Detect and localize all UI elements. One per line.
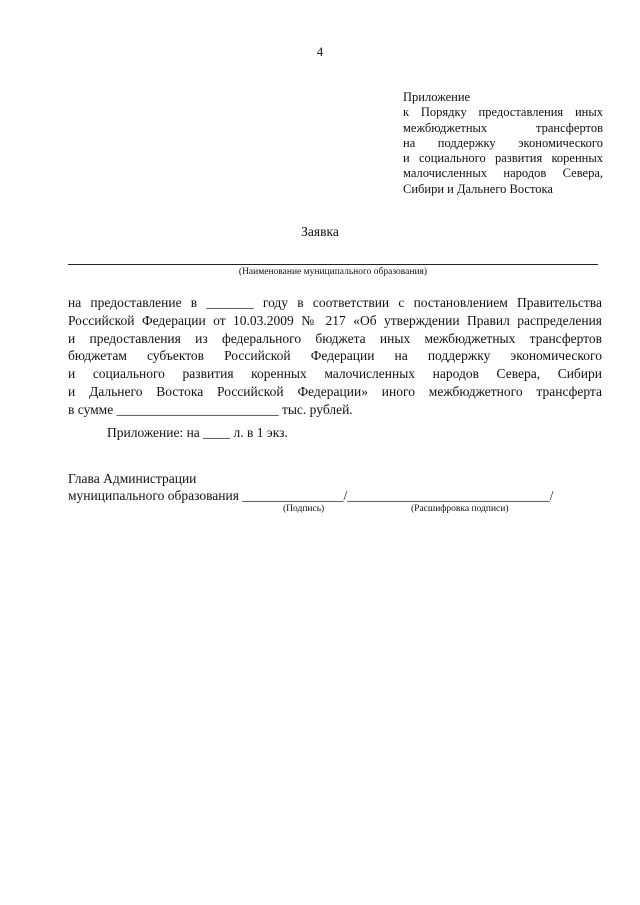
- request-body: [68, 294, 602, 419]
- appendix-line: Сибири и Дальнего Востока: [403, 181, 553, 196]
- body-line: и социального развития коренных малочисленных народов Севера, Сибири: [68, 366, 602, 382]
- signatory-title: Глава Администрации: [68, 471, 197, 486]
- municipality-name-field: [68, 264, 598, 265]
- appendix-line: на поддержку экономического: [403, 135, 603, 150]
- body-line: на предоставление в _______ году в соответствии с постановлением Правительства: [68, 295, 602, 310]
- signature-line: муниципального образования _______________/______________________________/: [68, 488, 554, 503]
- appendix-line: межбюджетных трансфертов: [403, 120, 603, 135]
- appendix-line: и социального развития коренных: [403, 151, 603, 166]
- appendix-line: малочисленных народов Севера,: [403, 166, 603, 181]
- body-line: и предоставления из федерального бюджета иных межбюджетных трансфертов: [68, 330, 602, 346]
- page-number: 4: [316, 44, 324, 59]
- municipality-name-caption: (Наименование муниципального образования): [238, 267, 428, 277]
- body-line: и Дальнего Востока Российской Федерации» иного межбюджетного трансферта: [68, 383, 602, 399]
- attachment-note: Приложение: на ____ л. в 1 экз.: [107, 425, 288, 440]
- signature-caption: (Подпись): [283, 504, 325, 514]
- body-line: в сумме ________________________ тыс. рублей.: [68, 401, 353, 417]
- document-title: Заявка: [301, 224, 339, 239]
- body-line: Российской Федерации от 10.03.2009 № 217 «Об утверждении Правил распределения: [68, 312, 602, 328]
- body-line: бюджетам субъектов Российской Федерации на поддержку экономического: [68, 348, 602, 364]
- signature-decode-caption: (Расшифровка подписи): [411, 504, 509, 514]
- appendix-block: [403, 90, 603, 197]
- appendix-line: к Порядку предоставления иных: [403, 105, 603, 120]
- appendix-line: Приложение: [403, 90, 471, 104]
